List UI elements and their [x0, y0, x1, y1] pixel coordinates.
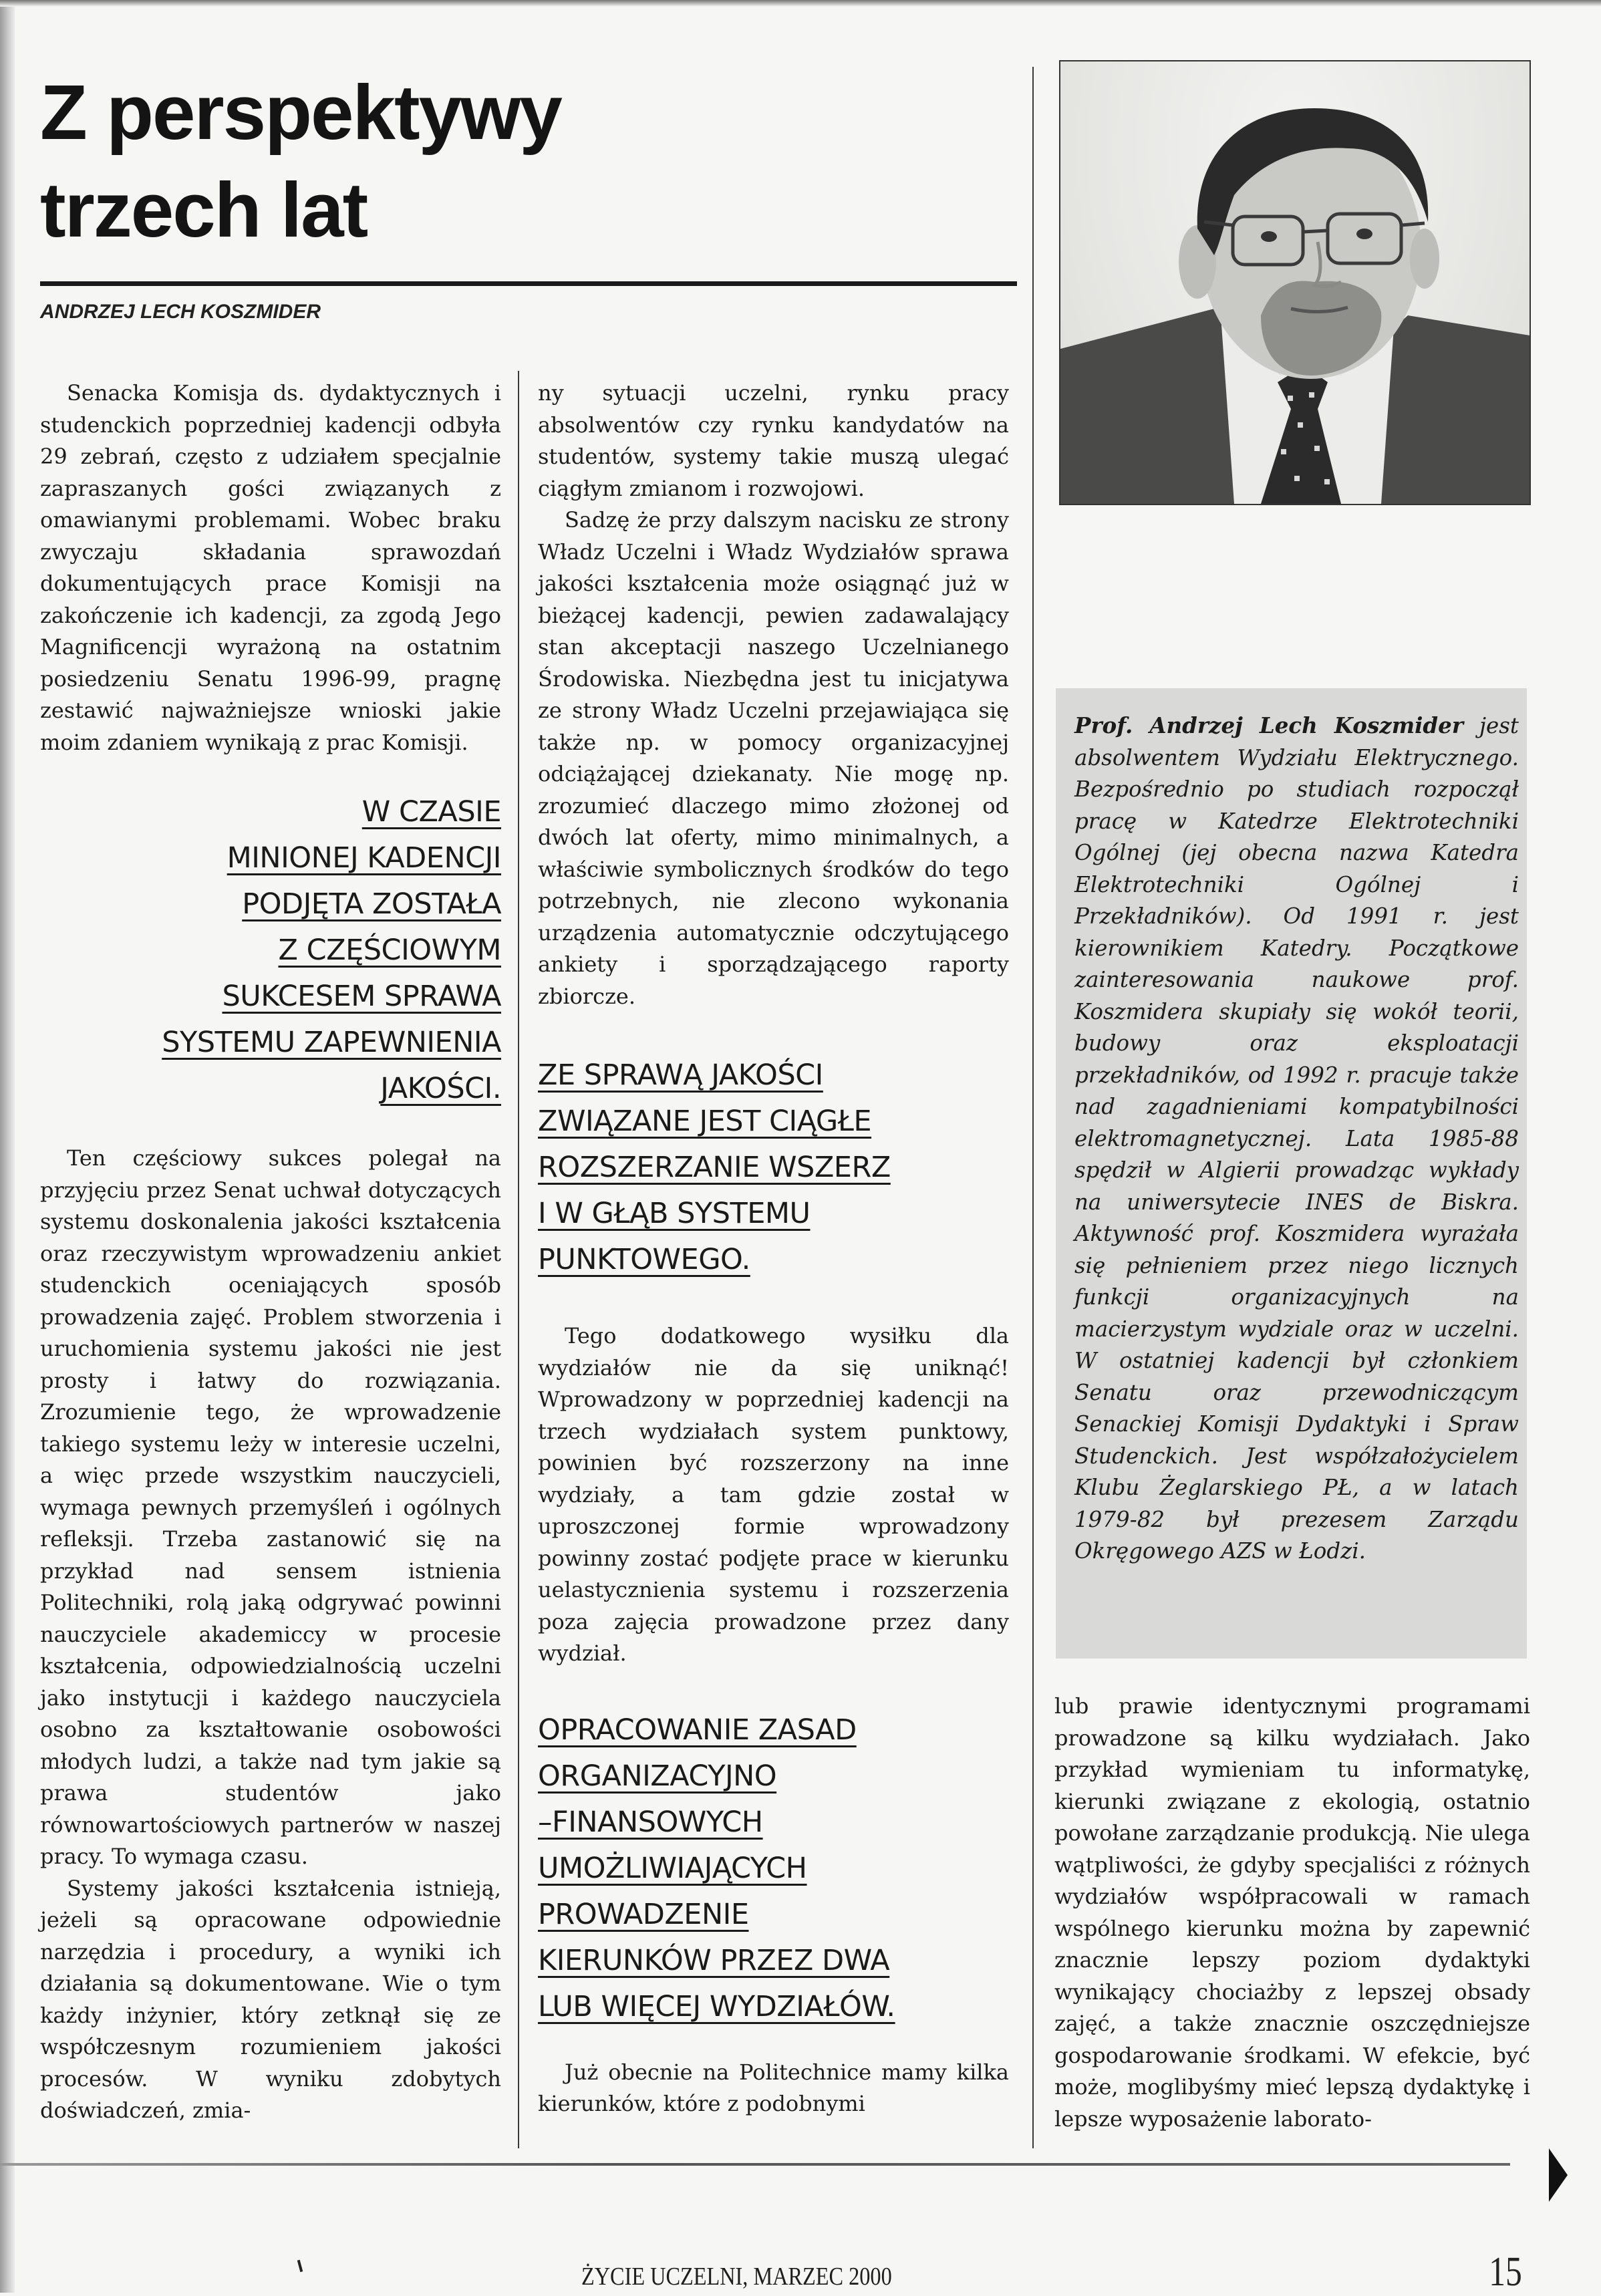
lead-quote-1: W CZASIE MINIONEJ KADENCJI PODJĘTA ZOSTAŁA Z CZĘŚCIOWYM SUKCESEM SPRAWA SYSTEMU ZAPEWNIENIA JAKOŚCI.	[162, 795, 501, 1105]
footer-rule	[0, 2163, 1510, 2166]
portrait-illustration	[1060, 61, 1530, 504]
page-binding-shadow	[0, 0, 15, 2293]
paragraph: lub prawie identycznymi programami prowadzone są kilku wydziałach. Jako przykład wymieniam tu informatykę, kierunki związane z ekologią, ostatnio powołane zarządzanie produkcją. Nie ulega wątpliwości, że gdyby specjaliści z różnych wydziałów współpracowali w ramach wspólnego kierunku można by zapewnić znacznie lepszy poziom dydaktyki wynikający chociażby z lepszej obsady zajęć, a także znacznie oszczędniejsze gospodarowanie środkami. W efekcie, być może, moglibyśmy mieć lepszą dydaktykę i lepsze wyposażenie laborato-	[1054, 1693, 1530, 2132]
paragraph: Ten częściowy sukces polegał na przyjęciu przez Senat uchwał dotyczących systemu doskonalenia jakości kształcenia oraz rzeczywistym wprowadzeniu ankiet studenckich oceniających sposób prowadzenia zajęć. Problem stworzenia i uruchomienia systemu jakości nie jest prosty i łatwy do rozwiązania. Zrozumienie tego, że wprowadzenie takiego systemu leży w interesie uczelni, a więc przede wszystkim nauczycieli, wymaga pewnych przemyśleń i ogólnych refleksji. Trzeba zastanowić się na przykład nad sensem istnienia Politechniki, rolą jaką odgrywać powinni nauczyciele akademiccy w procesie kształcenia, odpowiedzialnością uczelni jako instytucji i każdego nauczyciela osobno za kształtowanie osobowości młodych ludzi, a także nad tym jakie są prawa studentów jako równowartościowych partnerów w naszej pracy. To wymaga czasu.	[40, 1145, 501, 1869]
page-top-shadow	[0, 0, 1601, 7]
paragraph: Sadzę że przy dalszym nacisku ze strony Władz Uczelni i Władz Wydziałów sprawa jakości kształcenia może osiągnąć już w bieżącej kadencji, pewien zadawalający stan akceptacji naszego Uczelnianego Środowiska. Niezbędna jest tu inicjatywa ze strony Władz Uczelni przejawiająca się także np. w pomocy organizacyjnej odciążającej dziekanaty. Nie mogę np. zrozumieć dlaczego mimo złożonej od dwóch lat oferty, mimo minimalnych, a właściwie symbolicznych środków do tego potrzebnych, nie zlecono wykonania urządzenia automatycznie odczytującego ankiety i sporządzającego raporty zbiorcze.	[538, 507, 1009, 1009]
column-divider-1	[518, 371, 519, 2148]
column-1	[40, 378, 501, 2127]
print-mark	[297, 2260, 303, 2272]
title-line-1: Z perspektywy	[40, 69, 561, 156]
paragraph: Już obecnie na Politechnice mamy kilka kierunków, które z podobnymi	[538, 2059, 1009, 2116]
title-line-2: trzech lat	[40, 166, 368, 253]
paragraph: Tego dodatkowego wysiłku dla wydziałów nie da się uniknąć! Wprowadzony w poprzedniej kadencji na trzech wydziałach system punktowy, powinien być rozszerzony na inne wydziały, a tam gdzie został w uproszczonej formie wprowadzony powinny zostać podjęte prace w kierunku uelastycznienia systemu i rozszerzenia poza zajęcia prowadzone przez dany wydział.	[538, 1323, 1009, 1666]
page-number: 15	[1489, 2249, 1522, 2295]
bio-name: Prof. Andrzej Lech Koszmider	[1074, 712, 1463, 738]
column-divider-2	[1032, 67, 1034, 2148]
lead-quote-2: ZE SPRAWĄ JAKOŚCI ZWIĄZANE JEST CIĄGŁE ROZSZERZANIE WSZERZ I W GŁĄB SYSTEMU PUNKTOWEGO.	[538, 1058, 891, 1276]
title-rule	[40, 281, 1017, 286]
article-title	[40, 63, 708, 259]
lead-quote-3: OPRACOWANIE ZASAD ORGANIZACYJNO –FINANSOWYCH UMOŻLIWIAJĄCYCH PROWADZENIE KIERUNKÓW PRZEZ DWA LUB WIĘCEJ WYDZIAŁÓW.	[538, 1713, 895, 2023]
triangle-right-icon	[1549, 2148, 1568, 2202]
publication-footer: ŻYCIE UCZELNI, MARZEC 2000	[581, 2263, 892, 2291]
author-byline: ANDRZEJ LECH KOSZMIDER	[40, 301, 321, 323]
bio-caption	[1074, 710, 1519, 1568]
column-2	[538, 378, 1009, 2120]
bio-text: jest absolwentem Wydziału Elektrycznego. Bezpośrednio po studiach rozpoczął pracę w Katedrze Elektrotechniki Ogólnej (jej obecna nazwa Katedra Elektrotechniki Ogólnej i Przekładników). Od 1991 r. jest kierownikiem Katedry. Początkowe zainteresowania naukowe prof. Koszmidera skupiały się wokół teorii, budowy oraz eksploatacji przekładników, od 1992 r. pracuje także nad zagadnieniami kompatybilności elektromagnetycznej. Lata 1985-88 spędził w Algierii prowadząc wykłady na uniwersytecie INES de Biskra. Aktywność prof. Koszmidera wyrażała się pełnieniem przez niego licznych funkcji organizacyjnych na macierzystym wydziale oraz w uczelni. W ostatniej kadencji był członkiem Senatu oraz przewodniczącym Senackiej Komisji Dydaktyki i Spraw Studenckich. Jest współzałożycielem Klubu Żeglarskiego PŁ, a w latach 1979-82 był prezesem Zarządu Okręgowego AZS w Łodzi.	[1074, 713, 1519, 1564]
paragraph: ny sytuacji uczelni, rynku pracy absolwentów czy rynku kandydatów na studentów, systemy takie muszą ulegać ciągłym zmianom i rozwojowi.	[538, 380, 1009, 501]
column-3	[1054, 1691, 1530, 2135]
author-portrait-photo	[1059, 60, 1531, 505]
paragraph: Systemy jakości kształcenia istnieją, jeżeli są opracowane odpowiednie narzędzia i procedury, a wyniki ich działania są dokumentowane. Wie o tym każdy inżynier, który zetknął się ze współczesnym rozumieniem jakości procesów. W wyniku zdobytych doświadczeń, zmia-	[40, 1875, 501, 2123]
paragraph: Senacka Komisja ds. dydaktycznych i studenckich poprzedniej kadencji odbyła 29 zebrań, często z udziałem specjalnie zapraszanych gości związanych z omawianymi problemami. Wobec braku zwyczaju składania sprawozdań dokumentujących prace Komisji na zakończenie ich kadencji, za zgodą Jego Magnificencji wyrażoną na ostatnim posiedzeniu Senatu 1996-99, pragnę zestawić najważniejsze wnioski jakie moim zdaniem wynikają z prac Komisji.	[40, 380, 501, 755]
